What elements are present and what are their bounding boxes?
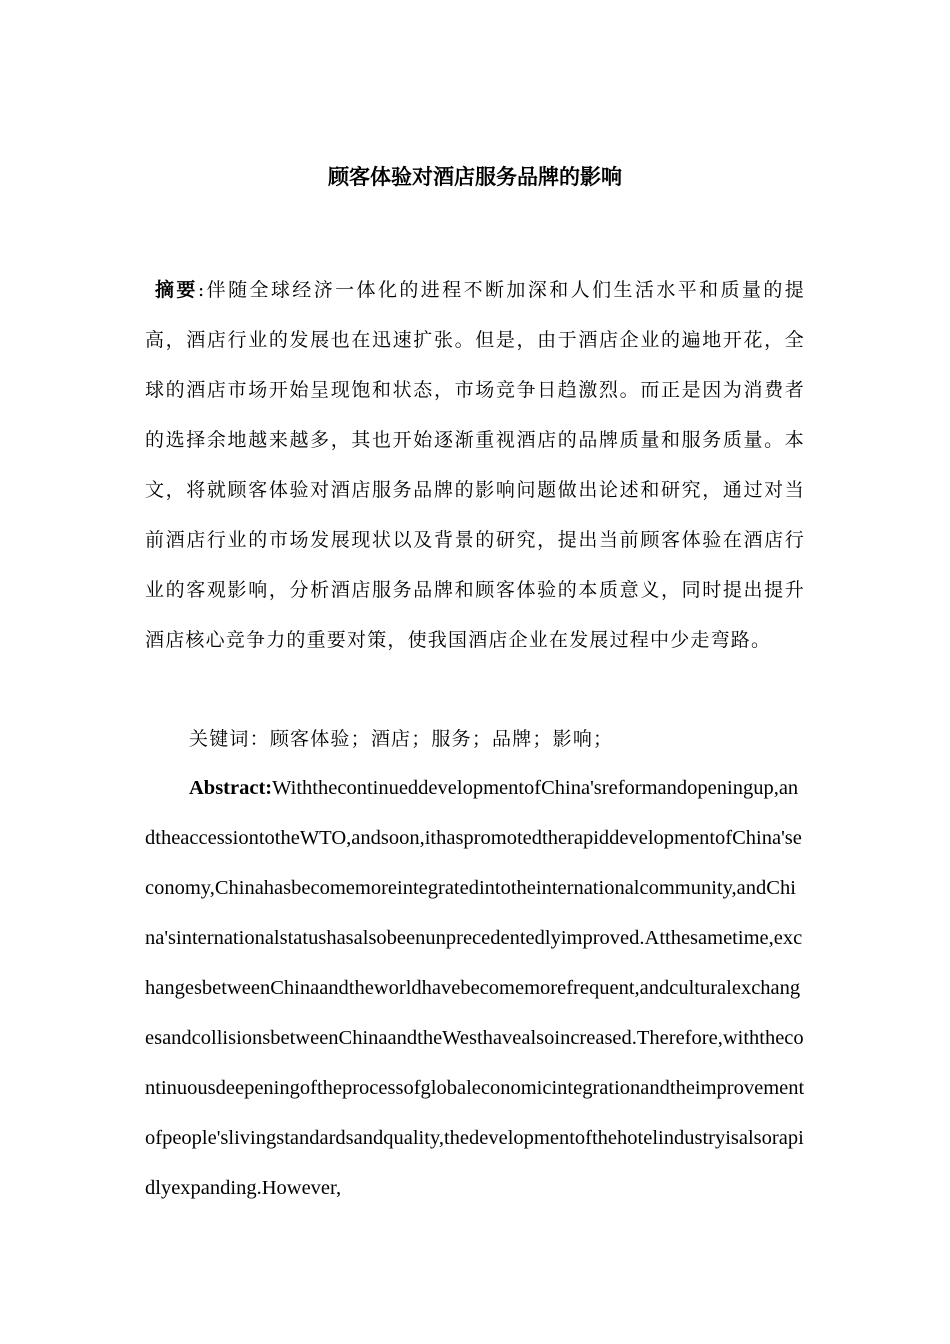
- document-title: 顾客体验对酒店服务品牌的影响: [328, 165, 622, 189]
- chinese-abstract-colon: :: [197, 279, 206, 301]
- keywords-line: [145, 714, 805, 764]
- chinese-abstract-text: 伴随全球经济一体化的进程不断加深和人们生活水平和质量的提高，酒店行业的发展也在迅速扩张。但是，由于酒店企业的遍地开花，全球的酒店市场开始呈现饱和状态，市场竞争日趋激烈。而正是因为消费者的选择余地越来越多，其也开始逐渐重视酒店的品牌质量和服务质量。本文，将就顾客体验对酒店服务品牌的影响问题做出论述和研究，通过对当前酒店行业的市场发展现状以及背景的研究，提出当前顾客体验在酒店行业的客观影响，分析酒店服务品牌和顾客体验的本质意义，同时提出提升酒店核心竞争力的重要对策，使我国酒店企业在发展过程中少走弯路。: [145, 279, 805, 651]
- english-abstract: [145, 763, 805, 1213]
- keywords-label: 关键词：: [189, 728, 270, 750]
- english-abstract-label: Abstract:: [189, 777, 273, 799]
- chinese-abstract-label: 摘要: [155, 279, 198, 301]
- keywords-list: 顾客体验；酒店；服务；品牌；影响；: [269, 728, 614, 750]
- chinese-abstract: [145, 265, 805, 665]
- english-abstract-text: WiththecontinueddevelopmentofChina'sreformandopeningup,andtheaccessiontotheWTO,andsoon,ithaspromotedtherapiddevelopmentofChina'seconomy,Chinahasbecomemoreintegratedintotheinternationalcommunity,andChina'sinternationalstatushasalsobeenunprecedentedlyimproved.Atthesametime,exchangesbetweenChinaandtheworldhavebecomemorefrequent,andculturalexchangesandcollisionsbetweenChinaandtheWesthavealsoincreased.Therefore,withthecontinuousdeepeningoftheprocessofglobaleconomicintegrationandtheimprovementofpeople'slivingstandardsandquality,thedevelopmentofthehotelindustryisalsorapidlyexpanding.However,: [145, 777, 805, 1199]
